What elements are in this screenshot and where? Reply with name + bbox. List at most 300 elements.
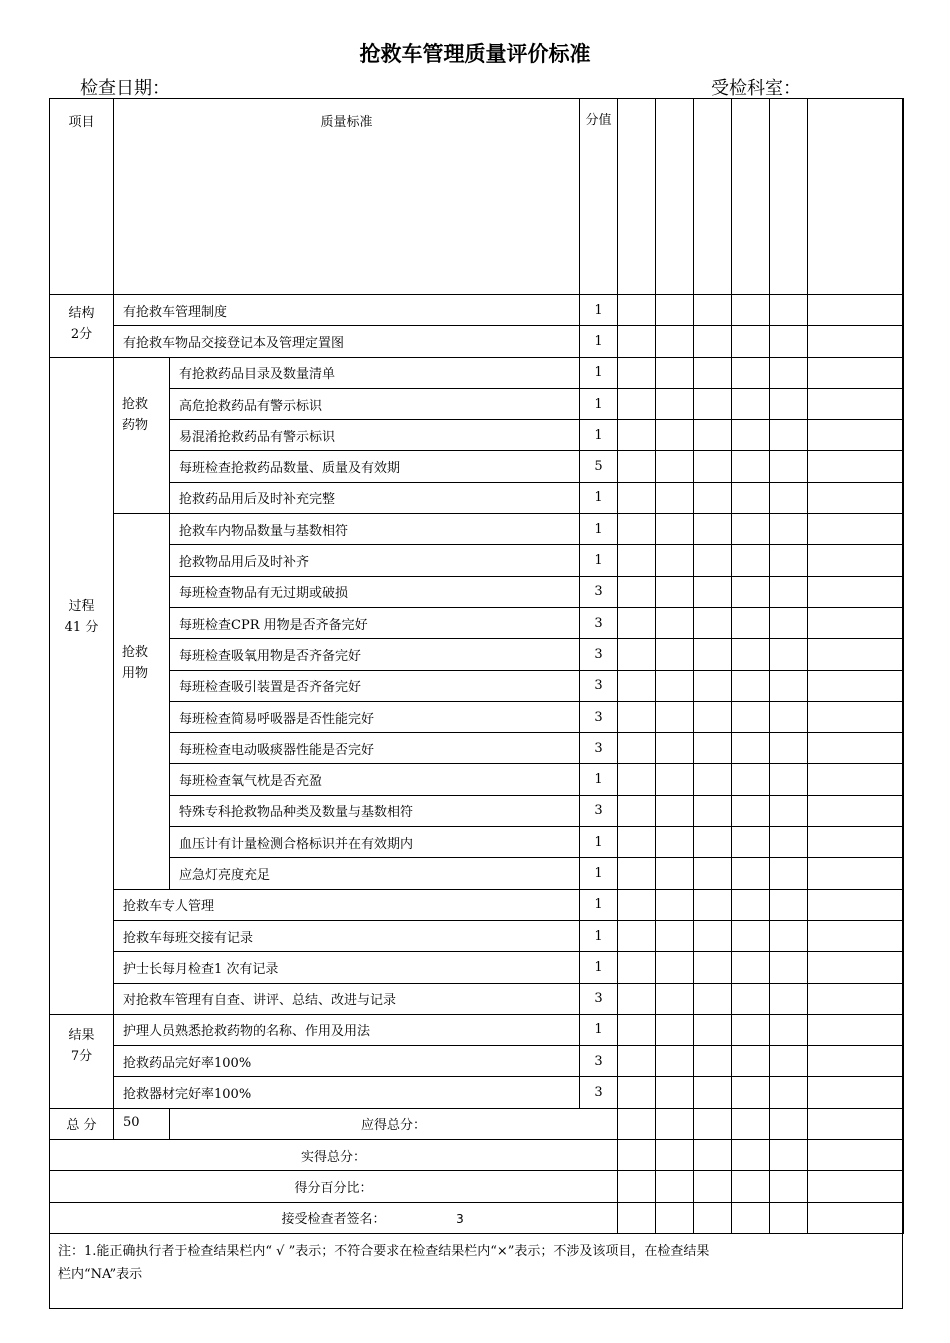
- standard-text: 每班检查电动吸痰器性能是否完好: [170, 733, 580, 764]
- check-result-cell[interactable]: [732, 1014, 770, 1045]
- check-result-cell[interactable]: [732, 827, 770, 858]
- table-row: [50, 1014, 904, 1045]
- check-result-cell[interactable]: [732, 733, 770, 764]
- result-label-line2: 7分: [70, 1048, 93, 1064]
- remarks-cell[interactable]: [903, 607, 904, 638]
- check-result-cell[interactable]: [656, 920, 694, 951]
- check-result-cell[interactable]: [694, 701, 732, 732]
- remarks-cell[interactable]: [903, 326, 904, 357]
- standard-text: 每班检查氧气枕是否充盈: [170, 764, 580, 795]
- check-result-cell[interactable]: [808, 639, 903, 670]
- check-result-cell[interactable]: [694, 920, 732, 951]
- process-label: [50, 357, 114, 1014]
- standard-text: 每班检查物品有无过期或破损: [170, 576, 580, 607]
- score-cell: 3: [580, 983, 618, 1014]
- check-result-cell[interactable]: [770, 701, 808, 732]
- check-result-cell[interactable]: [732, 451, 770, 482]
- score-cell: 1: [580, 357, 618, 388]
- check-column-header: [732, 99, 770, 295]
- table-row: [50, 639, 904, 670]
- check-result-cell[interactable]: [732, 607, 770, 638]
- check-result-cell[interactable]: [732, 295, 770, 326]
- check-result-cell[interactable]: [808, 607, 903, 638]
- check-result-cell[interactable]: [618, 795, 656, 826]
- check-result-cell[interactable]: [656, 701, 694, 732]
- check-result-cell[interactable]: [656, 576, 694, 607]
- check-result-cell[interactable]: [808, 1108, 903, 1139]
- check-result-cell[interactable]: [618, 858, 656, 889]
- check-result-cell[interactable]: [618, 827, 656, 858]
- check-result-cell[interactable]: [618, 639, 656, 670]
- check-result-cell[interactable]: [770, 1077, 808, 1108]
- standard-text: 有抢救药品目录及数量清单: [170, 357, 580, 388]
- check-result-cell[interactable]: [770, 952, 808, 983]
- score-cell: 1: [580, 858, 618, 889]
- check-result-cell[interactable]: [808, 451, 903, 482]
- table-row: [50, 607, 904, 638]
- note-line: 注：1.能正确执行者于检查结果栏内“ √ ”表示；不符合要求在检查结果栏内“×”表示；不涉及该项目，在检查结果: [58, 1243, 710, 1259]
- check-result-cell[interactable]: [770, 420, 808, 451]
- result-label: [50, 1014, 114, 1108]
- check-result-cell[interactable]: [808, 1077, 903, 1108]
- standard-text: 护理人员熟悉抢救药物的名称、作用及用法: [114, 1014, 580, 1045]
- check-result-cell[interactable]: [732, 701, 770, 732]
- note-row: [50, 1233, 904, 1308]
- score-cell: 1: [580, 764, 618, 795]
- check-result-cell[interactable]: [656, 670, 694, 701]
- check-result-cell[interactable]: [732, 357, 770, 388]
- check-result-cell[interactable]: [770, 1014, 808, 1045]
- check-result-cell[interactable]: [656, 357, 694, 388]
- score-cell: 3: [580, 1046, 618, 1077]
- check-result-cell[interactable]: [808, 1140, 903, 1171]
- remarks-cell[interactable]: [903, 670, 904, 701]
- check-result-cell[interactable]: [808, 357, 903, 388]
- table-row: [50, 545, 904, 576]
- check-result-cell[interactable]: [770, 889, 808, 920]
- standard-text: 有抢救车物品交接登记本及管理定置图: [114, 326, 580, 357]
- remarks-cell[interactable]: [903, 983, 904, 1014]
- actual-total-label: 实得总分：: [50, 1140, 618, 1171]
- supplies-label: [114, 514, 170, 890]
- page-title: 抢救车管理质量评价标准: [359, 42, 591, 66]
- remarks-cell[interactable]: [903, 1108, 904, 1139]
- remarks-cell[interactable]: [903, 920, 904, 951]
- check-result-cell[interactable]: [808, 795, 903, 826]
- check-result-cell[interactable]: [694, 514, 732, 545]
- score-cell: 3: [580, 639, 618, 670]
- check-result-cell[interactable]: [808, 889, 903, 920]
- table-row: [50, 451, 904, 482]
- check-result-cell[interactable]: [694, 545, 732, 576]
- check-result-cell[interactable]: [732, 983, 770, 1014]
- check-result-cell[interactable]: [770, 670, 808, 701]
- check-result-cell[interactable]: [770, 545, 808, 576]
- check-result-cell[interactable]: [618, 545, 656, 576]
- table-row: [50, 670, 904, 701]
- check-result-cell[interactable]: [618, 1014, 656, 1045]
- check-result-cell[interactable]: [694, 795, 732, 826]
- check-result-cell[interactable]: [618, 388, 656, 419]
- evaluation-table: [49, 98, 904, 1309]
- check-result-cell[interactable]: [656, 482, 694, 513]
- check-result-cell[interactable]: [694, 295, 732, 326]
- check-result-cell[interactable]: [656, 514, 694, 545]
- check-result-cell[interactable]: [656, 827, 694, 858]
- result-label-line1: 结果: [68, 1027, 95, 1043]
- standard-text: 应急灯亮度充足: [170, 858, 580, 889]
- check-result-cell[interactable]: [770, 858, 808, 889]
- standard-text: 高危抢救药品有警示标识: [170, 388, 580, 419]
- check-result-cell[interactable]: [656, 326, 694, 357]
- remarks-cell[interactable]: [903, 357, 904, 388]
- check-result-cell[interactable]: [770, 639, 808, 670]
- check-result-cell[interactable]: [808, 1014, 903, 1045]
- drugs-label-line2: 药物: [122, 417, 149, 433]
- standard-text: 血压计有计量检测合格标识并在有效期内: [170, 827, 580, 858]
- check-result-cell[interactable]: [770, 1140, 808, 1171]
- check-result-cell[interactable]: [770, 1171, 808, 1202]
- check-result-cell[interactable]: [732, 482, 770, 513]
- check-result-cell[interactable]: [618, 952, 656, 983]
- dept-label: 受检科室：: [711, 78, 801, 99]
- remarks-cell[interactable]: [903, 451, 904, 482]
- table-row: [50, 1077, 904, 1108]
- check-result-cell[interactable]: [770, 514, 808, 545]
- table-row: [50, 889, 904, 920]
- check-result-cell[interactable]: [808, 482, 903, 513]
- check-result-cell[interactable]: [656, 952, 694, 983]
- table-row: [50, 1046, 904, 1077]
- check-result-cell[interactable]: [732, 858, 770, 889]
- check-result-cell[interactable]: [694, 670, 732, 701]
- check-result-cell[interactable]: [732, 420, 770, 451]
- check-result-cell[interactable]: [656, 607, 694, 638]
- remarks-cell[interactable]: [903, 295, 904, 326]
- check-result-cell[interactable]: [618, 983, 656, 1014]
- table-row: [50, 920, 904, 951]
- check-result-cell[interactable]: [808, 420, 903, 451]
- check-result-cell[interactable]: [770, 295, 808, 326]
- check-result-cell[interactable]: [656, 1108, 694, 1139]
- structure-label: [50, 295, 114, 358]
- check-result-cell[interactable]: [732, 764, 770, 795]
- check-result-cell[interactable]: [770, 451, 808, 482]
- check-result-cell[interactable]: [770, 795, 808, 826]
- score-cell: 3: [580, 576, 618, 607]
- standard-text: 抢救车专人管理: [114, 889, 580, 920]
- score-cell: 1: [580, 889, 618, 920]
- check-result-cell[interactable]: [656, 795, 694, 826]
- check-result-cell[interactable]: [732, 388, 770, 419]
- check-result-cell[interactable]: [618, 1077, 656, 1108]
- score-cell: 3: [580, 701, 618, 732]
- check-result-cell[interactable]: [694, 1108, 732, 1139]
- remarks-cell[interactable]: [903, 482, 904, 513]
- standard-text: 抢救药品用后及时补充完整: [170, 482, 580, 513]
- score-cell: 3: [580, 1077, 618, 1108]
- standard-text: 对抢救车管理有自查、讲评、总结、改进与记录: [114, 983, 580, 1014]
- check-result-cell[interactable]: [694, 1077, 732, 1108]
- check-result-cell[interactable]: [656, 764, 694, 795]
- check-result-cell[interactable]: [808, 701, 903, 732]
- check-result-cell[interactable]: [694, 357, 732, 388]
- check-result-cell[interactable]: [694, 639, 732, 670]
- score-cell: 1: [580, 388, 618, 419]
- summary-row: [50, 1140, 904, 1171]
- check-result-cell[interactable]: [808, 920, 903, 951]
- check-result-cell[interactable]: [694, 1014, 732, 1045]
- standard-text: 抢救车每班交接有记录: [114, 920, 580, 951]
- check-result-cell[interactable]: [618, 733, 656, 764]
- standard-text: 抢救药品完好率100%: [114, 1046, 580, 1077]
- check-result-cell[interactable]: [808, 983, 903, 1014]
- check-result-cell[interactable]: [694, 889, 732, 920]
- score-cell: 5: [580, 451, 618, 482]
- score-cell: 1: [580, 295, 618, 326]
- table-row: [50, 388, 904, 419]
- check-result-cell[interactable]: [618, 1171, 656, 1202]
- score-cell: 1: [580, 420, 618, 451]
- check-result-cell[interactable]: [808, 952, 903, 983]
- standard-text: 护士长每月检查1 次有记录: [114, 952, 580, 983]
- check-result-cell[interactable]: [732, 1171, 770, 1202]
- check-result-cell[interactable]: [694, 827, 732, 858]
- check-result-cell[interactable]: [618, 514, 656, 545]
- score-cell: 1: [580, 1014, 618, 1045]
- check-result-cell[interactable]: [618, 1108, 656, 1139]
- check-result-cell[interactable]: [618, 482, 656, 513]
- check-result-cell[interactable]: [618, 420, 656, 451]
- check-result-cell[interactable]: [732, 545, 770, 576]
- check-result-cell[interactable]: [618, 920, 656, 951]
- check-result-cell[interactable]: [732, 920, 770, 951]
- remarks-cell[interactable]: [903, 889, 904, 920]
- check-result-cell[interactable]: [770, 357, 808, 388]
- check-result-cell[interactable]: [618, 889, 656, 920]
- check-result-cell[interactable]: [656, 733, 694, 764]
- check-result-cell[interactable]: [732, 514, 770, 545]
- check-result-cell[interactable]: [732, 670, 770, 701]
- check-result-cell[interactable]: [656, 388, 694, 419]
- remarks-cell[interactable]: [903, 388, 904, 419]
- check-result-cell[interactable]: [656, 420, 694, 451]
- table-header-row: [50, 99, 904, 295]
- check-result-cell[interactable]: [618, 326, 656, 357]
- score-cell: 3: [580, 795, 618, 826]
- total-label: 总 分: [50, 1108, 114, 1139]
- check-result-cell[interactable]: [770, 983, 808, 1014]
- score-cell: 1: [580, 827, 618, 858]
- remarks-cell[interactable]: [903, 1140, 904, 1171]
- check-result-cell[interactable]: [618, 701, 656, 732]
- standard-text: 每班检查吸引装置是否齐备完好: [170, 670, 580, 701]
- remarks-cell[interactable]: [903, 764, 904, 795]
- check-result-cell[interactable]: [770, 326, 808, 357]
- drugs-label: [114, 357, 170, 513]
- check-result-cell[interactable]: [694, 733, 732, 764]
- check-result-cell[interactable]: [770, 764, 808, 795]
- standard-text: 有抢救车管理制度: [114, 295, 580, 326]
- check-result-cell[interactable]: [656, 1077, 694, 1108]
- standard-text: 抢救器材完好率100%: [114, 1077, 580, 1108]
- remarks-cell[interactable]: [903, 1014, 904, 1045]
- table-row: [50, 827, 904, 858]
- check-result-cell[interactable]: [618, 1140, 656, 1171]
- standard-text: 每班检查简易呼吸器是否性能完好: [170, 701, 580, 732]
- score-cell: 1: [580, 514, 618, 545]
- check-result-cell[interactable]: [694, 858, 732, 889]
- table-row: [50, 764, 904, 795]
- check-result-cell[interactable]: [808, 1046, 903, 1077]
- check-result-cell[interactable]: [770, 482, 808, 513]
- check-column-header: [694, 99, 732, 295]
- table-row: [50, 326, 904, 357]
- check-result-cell[interactable]: [732, 576, 770, 607]
- remarks-cell[interactable]: [903, 1077, 904, 1108]
- check-result-cell[interactable]: [618, 607, 656, 638]
- check-result-cell[interactable]: [694, 1140, 732, 1171]
- check-result-cell[interactable]: [694, 576, 732, 607]
- check-result-cell[interactable]: [808, 326, 903, 357]
- check-result-cell[interactable]: [618, 764, 656, 795]
- check-result-cell[interactable]: [732, 326, 770, 357]
- check-result-cell[interactable]: [656, 1171, 694, 1202]
- score-cell: 1: [580, 482, 618, 513]
- check-result-cell[interactable]: [808, 670, 903, 701]
- column-header-standard: 质量标准: [114, 99, 580, 295]
- check-result-cell[interactable]: [656, 983, 694, 1014]
- check-result-cell[interactable]: [618, 295, 656, 326]
- check-result-cell[interactable]: [732, 889, 770, 920]
- check-result-cell[interactable]: [694, 1046, 732, 1077]
- check-result-cell[interactable]: [656, 1140, 694, 1171]
- check-result-cell[interactable]: [656, 639, 694, 670]
- structure-label-line2: 2分: [70, 327, 93, 342]
- check-result-cell[interactable]: [808, 858, 903, 889]
- check-result-cell[interactable]: [808, 388, 903, 419]
- check-result-cell[interactable]: [770, 920, 808, 951]
- standard-text: 抢救车内物品数量与基数相符: [170, 514, 580, 545]
- table-row: [50, 952, 904, 983]
- check-result-cell[interactable]: [808, 827, 903, 858]
- remarks-cell[interactable]: [903, 1171, 904, 1202]
- check-result-cell[interactable]: [808, 1171, 903, 1202]
- check-result-cell[interactable]: [694, 451, 732, 482]
- remarks-cell[interactable]: [903, 639, 904, 670]
- remarks-cell[interactable]: [903, 827, 904, 858]
- table-row: [50, 357, 904, 388]
- remarks-cell[interactable]: [903, 1046, 904, 1077]
- check-result-cell[interactable]: [694, 326, 732, 357]
- table-row: [50, 295, 904, 326]
- check-result-cell[interactable]: [808, 295, 903, 326]
- check-result-cell[interactable]: [694, 482, 732, 513]
- check-result-cell[interactable]: [694, 983, 732, 1014]
- check-result-cell[interactable]: [618, 670, 656, 701]
- summary-row: [50, 1171, 904, 1202]
- check-result-cell[interactable]: [618, 357, 656, 388]
- check-result-cell[interactable]: [770, 733, 808, 764]
- check-result-cell[interactable]: [770, 827, 808, 858]
- check-result-cell[interactable]: [694, 388, 732, 419]
- check-result-cell[interactable]: [656, 1046, 694, 1077]
- check-result-cell[interactable]: [770, 388, 808, 419]
- standard-text: 每班检查吸氧用物是否齐备完好: [170, 639, 580, 670]
- check-date-label: 检查日期：: [80, 78, 170, 99]
- check-result-cell[interactable]: [732, 639, 770, 670]
- score-cell: 3: [580, 733, 618, 764]
- remarks-cell[interactable]: [903, 952, 904, 983]
- check-result-cell[interactable]: [808, 733, 903, 764]
- check-result-cell[interactable]: [770, 607, 808, 638]
- standard-text: 易混淆抢救药品有警示标识: [170, 420, 580, 451]
- check-result-cell[interactable]: [656, 1014, 694, 1045]
- check-result-cell[interactable]: [808, 576, 903, 607]
- table-row: [50, 701, 904, 732]
- check-result-cell[interactable]: [656, 451, 694, 482]
- check-result-cell[interactable]: [656, 295, 694, 326]
- check-result-cell[interactable]: [732, 795, 770, 826]
- check-result-cell[interactable]: [770, 1046, 808, 1077]
- process-label-line2: 41 分: [64, 619, 99, 635]
- remarks-cell[interactable]: [903, 545, 904, 576]
- remarks-cell[interactable]: [903, 420, 904, 451]
- check-result-cell[interactable]: [694, 952, 732, 983]
- check-result-cell[interactable]: [618, 576, 656, 607]
- check-result-cell[interactable]: [770, 1108, 808, 1139]
- table-row: [50, 795, 904, 826]
- remarks-cell[interactable]: [903, 858, 904, 889]
- standard-text: 特殊专科抢救物品种类及数量与基数相符: [170, 795, 580, 826]
- standard-text: 每班检查CPR 用物是否齐备完好: [170, 607, 580, 638]
- remarks-cell[interactable]: [903, 701, 904, 732]
- check-result-cell[interactable]: [656, 889, 694, 920]
- drugs-label-line1: 抢救: [122, 396, 149, 412]
- table-row: [50, 576, 904, 607]
- table-row: [50, 983, 904, 1014]
- check-result-cell[interactable]: [656, 858, 694, 889]
- remarks-cell[interactable]: [903, 733, 904, 764]
- check-result-cell[interactable]: [618, 451, 656, 482]
- check-result-cell[interactable]: [694, 420, 732, 451]
- table-row: [50, 482, 904, 513]
- check-result-cell[interactable]: [808, 545, 903, 576]
- remarks-cell[interactable]: [903, 514, 904, 545]
- check-column-header: [770, 99, 808, 295]
- check-result-cell[interactable]: [694, 607, 732, 638]
- score-cell: 1: [580, 920, 618, 951]
- check-result-cell[interactable]: [732, 952, 770, 983]
- check-column-header: [618, 99, 656, 295]
- check-result-cell[interactable]: [732, 1077, 770, 1108]
- check-column-header: [808, 99, 903, 295]
- check-result-cell[interactable]: [732, 1046, 770, 1077]
- remarks-cell[interactable]: [903, 795, 904, 826]
- check-result-cell[interactable]: [618, 1046, 656, 1077]
- check-result-cell[interactable]: [808, 764, 903, 795]
- score-percent-label: 得分百分比：: [50, 1171, 618, 1202]
- check-result-cell[interactable]: [694, 1171, 732, 1202]
- check-result-cell[interactable]: [656, 545, 694, 576]
- check-result-cell[interactable]: [732, 1108, 770, 1139]
- check-result-cell[interactable]: [808, 514, 903, 545]
- table-row: [50, 858, 904, 889]
- check-result-cell[interactable]: [770, 576, 808, 607]
- check-result-cell[interactable]: [732, 1140, 770, 1171]
- remarks-cell[interactable]: [903, 576, 904, 607]
- check-result-cell[interactable]: [694, 764, 732, 795]
